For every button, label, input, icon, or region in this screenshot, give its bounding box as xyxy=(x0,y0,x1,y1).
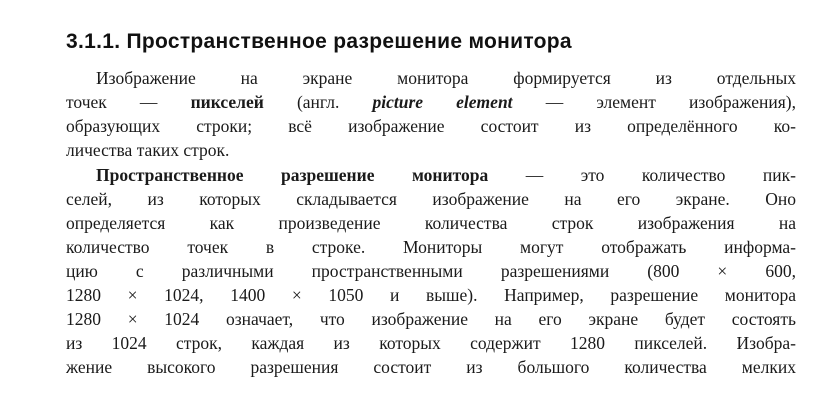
paragraph2-line1 xyxy=(96,163,796,187)
paragraph2-line5: цию с различными пространственными разрешениями (800 × 600, xyxy=(66,261,796,281)
paragraph2-line2: селей, из которых складывается изображение на его экране. Оно xyxy=(66,189,796,209)
section-heading: 3.1.1. Пространственное разрешение монитора xyxy=(66,30,572,53)
paragraph1-line4: личества таких строк. xyxy=(66,140,230,160)
paragraph2-line3: определяется как произведение количества строк изображения на xyxy=(66,213,796,233)
term-picture-element: picture element xyxy=(372,92,513,112)
text-run: — элемент изображения), xyxy=(512,92,796,112)
paragraph2-line4: количество точек в строке. Мониторы могут отображать информа- xyxy=(66,237,796,257)
paragraph2-line7: 1280 × 1024 означает, что изображение на его экране будет состоять xyxy=(66,309,796,329)
text-run: — это количество пик- xyxy=(488,165,796,185)
term-pixels: пикселей xyxy=(190,92,264,112)
paragraph1-line3: образующих строки; всё изображение состоит из определённого ко- xyxy=(66,116,796,136)
text-run: (англ. xyxy=(263,92,373,112)
paragraph2-line6: 1280 × 1024, 1400 × 1050 и выше). Например, разрешение монитора xyxy=(66,285,796,305)
paragraph1-line2 xyxy=(66,90,796,114)
text-run: точек — xyxy=(66,92,191,112)
paragraph2-line9: жение высокого разрешения состоит из большого количества мелких xyxy=(66,357,796,377)
paragraph2-line8: из 1024 строк, каждая из которых содержит 1280 пикселей. Изобра- xyxy=(66,333,796,353)
term-spatial-resolution: Пространственное разрешение монитора xyxy=(96,165,489,185)
paragraph1-line1: Изображение на экране монитора формируется из отдельных xyxy=(96,68,796,88)
